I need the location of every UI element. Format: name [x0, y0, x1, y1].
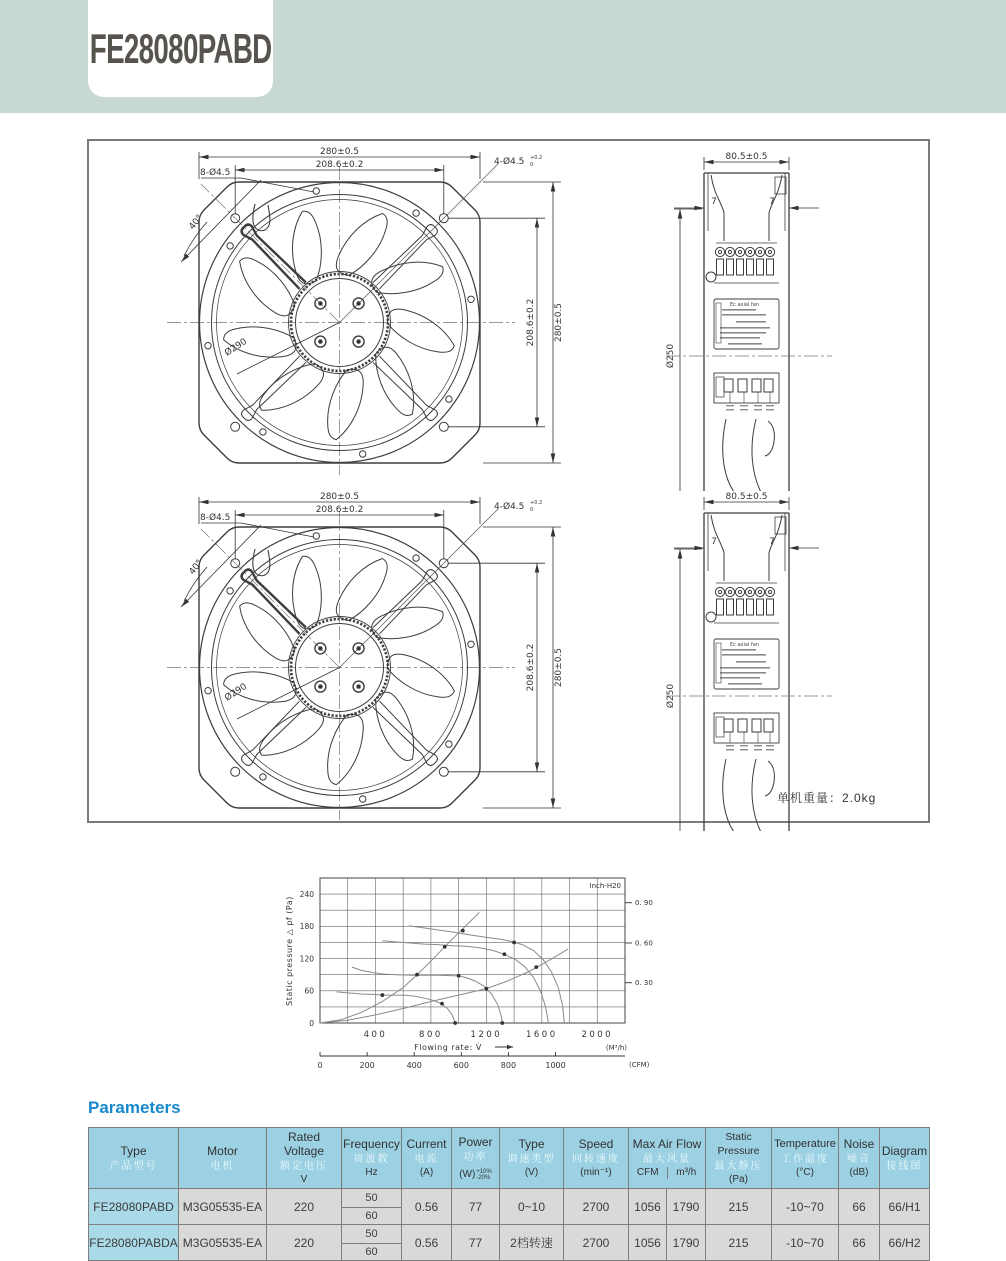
page-title: FE28080PABD: [89, 24, 272, 72]
fan-curve-high-50Hz: [382, 941, 548, 1023]
svg-text:600: 600: [453, 1061, 469, 1070]
svg-text:Ec axial fan: Ec axial fan: [730, 302, 759, 308]
col-header-rated-voltage: Rated Voltage 额定电压 V: [267, 1128, 342, 1189]
cell-diagram: 66/H2: [880, 1225, 930, 1261]
chart-y-axis-label: Static pressure △ pf (Pa): [285, 896, 294, 1006]
chart-x-axis-label: Flowing rate: V̇: [414, 1043, 482, 1052]
cell-current: 0.56: [402, 1225, 452, 1261]
svg-text:Ø290: Ø290: [223, 681, 249, 704]
cell-type: FE28080PABDA: [89, 1225, 179, 1261]
svg-text:120: 120: [299, 954, 314, 964]
side-dimension-labels: [665, 492, 775, 708]
system-curve-steep: [320, 912, 479, 1023]
system-curve-shallow: [320, 949, 568, 1023]
cell-power: 77: [452, 1189, 500, 1225]
svg-text:7: 7: [769, 537, 775, 547]
parameters-table: [88, 1127, 930, 1261]
svg-text:1200: 1200: [470, 1030, 503, 1040]
operating-point: [415, 973, 419, 977]
chart-x-unit-m3h: (M³/h): [605, 1044, 627, 1052]
operating-point: [380, 993, 384, 997]
svg-text:4-Ø4.5: 4-Ø4.5: [494, 157, 525, 167]
svg-text:208.6±0.2: 208.6±0.2: [315, 505, 364, 515]
table-header-row: [89, 1128, 930, 1189]
cell-rated-voltage: 220: [267, 1189, 342, 1225]
performance-chart: [283, 866, 673, 1081]
col-header-power: Power 功率 (W) +10% -20%: [452, 1128, 500, 1189]
svg-text:400: 400: [406, 1061, 422, 1070]
cell-speed: 2700: [564, 1225, 629, 1261]
svg-text:60: 60: [304, 986, 314, 996]
side-dimension-lines: [674, 497, 819, 831]
col-header-static-pressure: Static Pressure 最大静压 (Pa): [706, 1128, 772, 1189]
fan-front-view-bottom: [109, 489, 569, 829]
svg-text:280±0.5: 280±0.5: [554, 302, 564, 343]
chart-x-unit-cfm: (CFM): [629, 1061, 650, 1069]
fan-curve-low-50Hz: [337, 992, 456, 1023]
fan-side-view-drawing: [664, 491, 834, 831]
parameter-row-1: [89, 1189, 930, 1225]
col-header-diagram: Diagram 接线图: [880, 1128, 930, 1189]
performance-chart-wrap: [283, 866, 673, 1086]
cell-frequency: 50 60: [342, 1225, 402, 1261]
col-header-motor: Motor 电机: [179, 1128, 267, 1189]
svg-text:80.5±0.5: 80.5±0.5: [725, 152, 768, 162]
cell-frequency: 50 60: [342, 1189, 402, 1225]
svg-text:+0.2: +0.2: [530, 155, 543, 161]
cell-max-air-flow-cfm: 1056: [629, 1225, 667, 1261]
model-title-box: [88, 0, 273, 97]
svg-text:80.5±0.5: 80.5±0.5: [725, 492, 768, 502]
svg-text:200: 200: [359, 1061, 375, 1070]
svg-text:280±0.5: 280±0.5: [319, 492, 360, 502]
fan-front-view-top: [109, 144, 569, 484]
svg-text:400: 400: [363, 1030, 388, 1040]
chart-right-scale-label: Inch-H20: [589, 882, 621, 890]
cell-speed-type: 2档转速: [500, 1225, 564, 1261]
svg-text:Ø250: Ø250: [666, 683, 676, 709]
svg-text:800: 800: [419, 1030, 443, 1040]
svg-text:0. 30: 0. 30: [635, 979, 653, 988]
fan-side-view-top: [664, 151, 834, 496]
side-body: [704, 513, 789, 831]
svg-text:40°: 40°: [187, 558, 206, 577]
col-header-noise: Noise 噪音 (dB): [839, 1128, 880, 1189]
cell-speed: 2700: [564, 1189, 629, 1225]
operating-point: [443, 945, 447, 949]
svg-text:0. 60: 0. 60: [635, 939, 653, 948]
svg-text:7: 7: [711, 537, 717, 547]
col-header-frequency: Frequency 周波数 Hz: [342, 1128, 402, 1189]
svg-text:40°: 40°: [187, 213, 206, 232]
operating-point: [484, 987, 488, 991]
cell-temperature: -10~70: [772, 1189, 839, 1225]
col-header-max-air-flow: Max Air Flow 最大风量 CFM m³/h: [629, 1128, 706, 1189]
cell-temperature: -10~70: [772, 1225, 839, 1261]
cell-current: 0.56: [402, 1189, 452, 1225]
svg-text:+0.2: +0.2: [530, 500, 543, 506]
cell-max-air-flow-m3h: 1790: [667, 1189, 706, 1225]
technical-drawing-frame: [87, 139, 930, 823]
fan-side-view-drawing: [664, 151, 834, 491]
cell-power: 77: [452, 1225, 500, 1261]
cell-rated-voltage: 220: [267, 1225, 342, 1261]
svg-text:0. 90: 0. 90: [635, 899, 653, 908]
operating-point: [461, 929, 465, 933]
side-dimension-lines: [674, 157, 819, 491]
cell-static-pressure: 215: [706, 1225, 772, 1261]
unit-weight-note: 单机重量：2.0kg: [777, 791, 877, 805]
col-header-speed: Speed 回转速度 (min⁻¹): [564, 1128, 629, 1189]
cell-motor: M3G05535-EA: [179, 1189, 267, 1225]
fan-front-view-drawing: [109, 144, 569, 479]
svg-text:8-Ø4.5: 8-Ø4.5: [200, 168, 231, 178]
operating-point: [453, 1021, 457, 1025]
col-header-type: Type 产品型号: [89, 1128, 179, 1189]
operating-point: [500, 1021, 504, 1025]
flow-direction-arrow: [495, 1045, 513, 1049]
side-body: [704, 173, 789, 491]
cell-max-air-flow-m3h: 1790: [667, 1225, 706, 1261]
cell-speed-type: 0~10: [500, 1189, 564, 1225]
svg-text:Ø290: Ø290: [223, 336, 249, 359]
operating-point: [440, 1002, 444, 1006]
col-header-current: Current 电流 (A): [402, 1128, 452, 1189]
svg-text:240: 240: [299, 889, 314, 899]
cell-noise: 66: [839, 1225, 880, 1261]
svg-text:0: 0: [530, 507, 534, 513]
svg-text:7: 7: [769, 197, 775, 207]
cell-static-pressure: 215: [706, 1189, 772, 1225]
cell-noise: 66: [839, 1189, 880, 1225]
fan-front-view-drawing: [109, 489, 569, 824]
header-banner: [0, 0, 1006, 113]
svg-text:0: 0: [309, 1018, 314, 1028]
svg-text:Ø250: Ø250: [666, 343, 676, 369]
svg-text:280±0.5: 280±0.5: [319, 147, 360, 157]
svg-text:1600: 1600: [525, 1030, 558, 1040]
operating-point: [457, 974, 461, 978]
svg-text:800: 800: [500, 1061, 517, 1070]
svg-text:8-Ø4.5: 8-Ø4.5: [200, 513, 231, 523]
operating-point: [502, 952, 506, 956]
svg-text:280±0.5: 280±0.5: [554, 647, 564, 688]
operating-point: [512, 941, 516, 945]
side-dimension-labels: [665, 152, 775, 368]
svg-text:2000: 2000: [581, 1030, 614, 1040]
svg-text:208.6±0.2: 208.6±0.2: [526, 298, 536, 347]
parameters-section-title: Parameters: [88, 1098, 181, 1117]
svg-text:4-Ø4.5: 4-Ø4.5: [494, 502, 525, 512]
cell-motor: M3G05535-EA: [179, 1225, 267, 1261]
operating-point: [534, 965, 538, 969]
svg-text:208.6±0.2: 208.6±0.2: [526, 643, 536, 692]
svg-text:0: 0: [317, 1061, 323, 1070]
parameter-row-2: [89, 1225, 930, 1261]
cell-diagram: 66/H1: [880, 1189, 930, 1225]
col-header-temperature: Temperature 工作温度 (°C): [772, 1128, 839, 1189]
svg-text:7: 7: [711, 197, 717, 207]
svg-text:180: 180: [299, 922, 314, 932]
svg-text:0: 0: [530, 162, 534, 168]
svg-text:1000: 1000: [545, 1061, 566, 1070]
col-header-speed-type: Type 调速类型 (V): [500, 1128, 564, 1189]
cell-type: FE28080PABD: [89, 1189, 179, 1225]
cell-max-air-flow-cfm: 1056: [629, 1189, 667, 1225]
svg-text:Ec axial fan: Ec axial fan: [730, 642, 759, 648]
svg-text:208.6±0.2: 208.6±0.2: [315, 160, 364, 170]
fan-side-view-bottom: [664, 491, 834, 836]
